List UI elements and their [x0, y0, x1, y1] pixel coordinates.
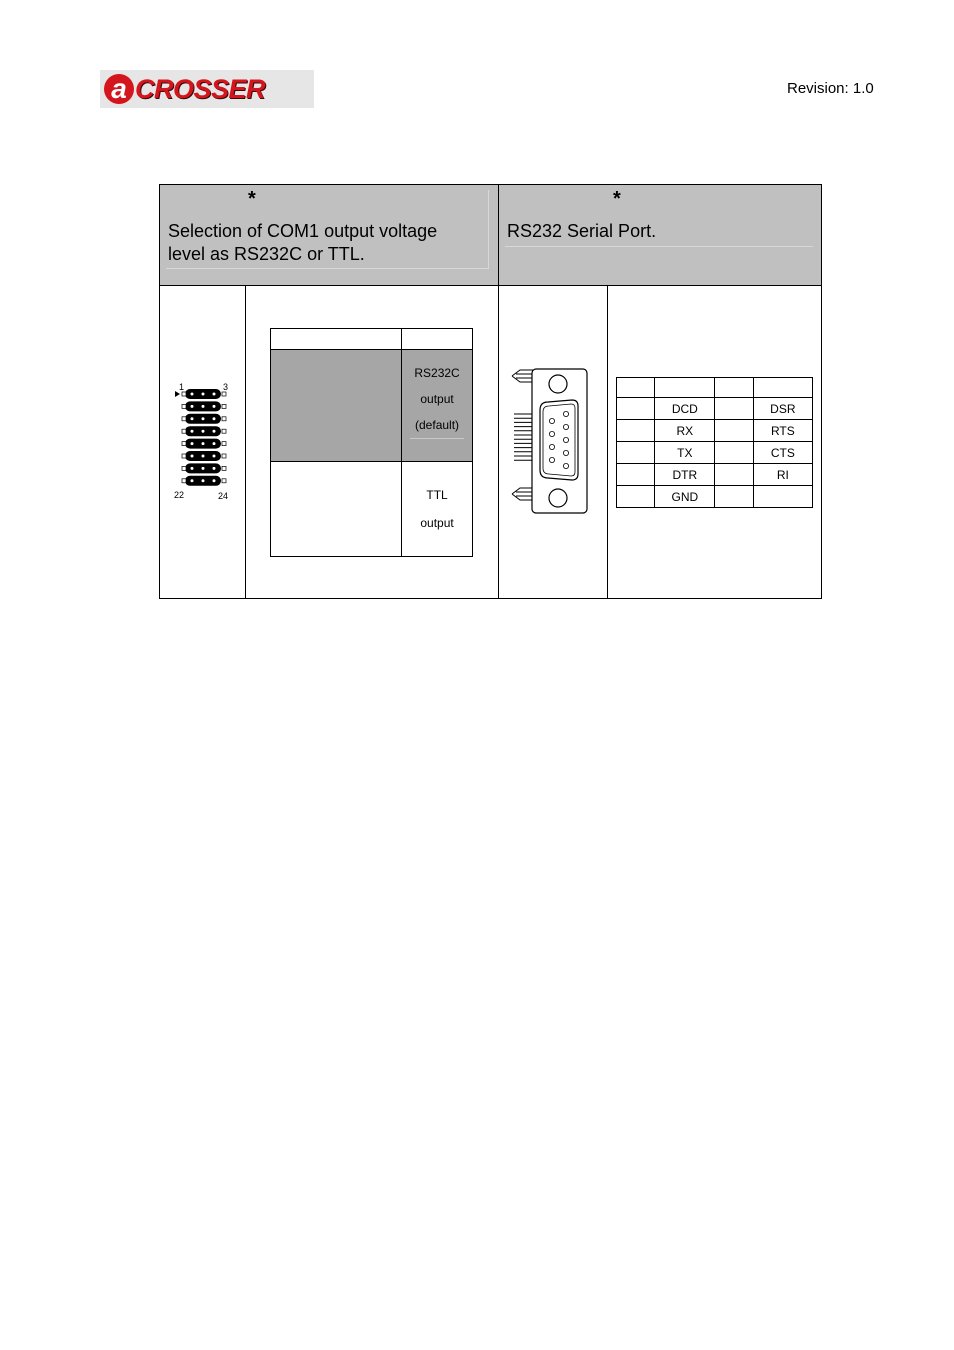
pin-dot: [213, 393, 216, 396]
pin-table-cell: [753, 486, 812, 508]
pin-square: [182, 466, 186, 470]
pin-square: [222, 466, 226, 470]
pin-dot: [191, 467, 194, 470]
pin-square: [222, 392, 226, 396]
connector-pin-hole: [563, 411, 568, 416]
pin-table-cell: [617, 398, 655, 420]
pin-table-row: [617, 398, 813, 420]
pin-header-diagram: [172, 380, 234, 502]
pin-square: [182, 479, 186, 483]
db9-connector-diagram: [506, 366, 592, 516]
connector-pin-hole: [549, 431, 554, 436]
right-star: *: [613, 188, 621, 210]
pin-dot: [202, 417, 205, 420]
pin-table-cell: [617, 442, 655, 464]
pin-table-row: [617, 486, 813, 508]
pin-dot: [202, 442, 205, 445]
rs232c-output-label: output: [420, 392, 454, 406]
revision-label: Revision: 1.0: [787, 80, 874, 97]
header-divider: [160, 285, 821, 286]
pin-square: [222, 442, 226, 446]
connector-pin-hole: [563, 437, 568, 442]
pin-square: [182, 454, 186, 458]
pin-table-row: [617, 464, 813, 486]
pin-dot: [202, 405, 205, 408]
pin-table-cell: [617, 420, 655, 442]
pin-square: [222, 404, 226, 408]
pin-table-cell: TX: [655, 442, 715, 464]
pin-dot: [213, 467, 216, 470]
pin-square: [222, 417, 226, 421]
setting-header-cell: [271, 329, 402, 350]
ttl-label: TTL: [426, 488, 448, 502]
rs232c-default-label: (default): [410, 412, 464, 439]
pin-dot: [213, 430, 216, 433]
pin-dot: [202, 467, 205, 470]
pin-table-cell: [655, 378, 715, 398]
pin-square: [182, 442, 186, 446]
pin-dot: [202, 430, 205, 433]
right-description: RS232 Serial Port.: [507, 221, 657, 241]
logo-mark: a: [104, 74, 134, 104]
pin-table-cell: RTS: [753, 420, 812, 442]
left-body-divider: [245, 286, 246, 598]
pin-label-1: 1: [179, 382, 185, 392]
pin-assignment-table: [616, 377, 813, 508]
pin-table-cell: [715, 442, 753, 464]
pin-table-cell: DSR: [753, 398, 812, 420]
pin-dot: [191, 479, 194, 482]
rs232c-label: RS232C: [414, 366, 460, 380]
pin-label-24: 24: [218, 491, 229, 501]
ttl-setting-cell: [271, 462, 402, 557]
pin-table-cell: RX: [655, 420, 715, 442]
connector-pin-hole: [549, 444, 554, 449]
pin-square: [182, 429, 186, 433]
pin-dot: [202, 393, 205, 396]
connector-pin-hole: [563, 463, 568, 468]
pin-dot: [213, 442, 216, 445]
pin-dot: [191, 405, 194, 408]
pin-table-cell: [715, 420, 753, 442]
pin-table-cell: [617, 464, 655, 486]
pin-dot: [213, 405, 216, 408]
pin-label-3: 3: [223, 382, 229, 392]
pin-square: [182, 404, 186, 408]
connector-pin-hole: [563, 450, 568, 455]
pin-table-cell: CTS: [753, 442, 812, 464]
left-description: Selection of COM1 output voltage level as RS232C or TTL.: [168, 221, 438, 264]
pin-dot: [191, 442, 194, 445]
pin-dot: [202, 455, 205, 458]
function-header-cell: [402, 329, 473, 350]
pin-dot: [213, 479, 216, 482]
rs232c-setting-cell: [271, 350, 402, 462]
pin-square: [222, 479, 226, 483]
pin-table-cell: GND: [655, 486, 715, 508]
pin-table-cell: [617, 486, 655, 508]
pin-square: [222, 429, 226, 433]
left-star: *: [248, 188, 256, 210]
right-body-divider: [607, 286, 608, 598]
ttl-function-cell: [402, 462, 473, 557]
pin-table-row: [617, 420, 813, 442]
pin-dot: [191, 430, 194, 433]
pin-square: [182, 392, 186, 396]
pin-dot: [191, 417, 194, 420]
pin-table-cell: [753, 378, 812, 398]
pin-table-cell: RI: [753, 464, 812, 486]
pin-dot: [191, 393, 194, 396]
jumper-setting-table: [270, 328, 473, 557]
pin-table-cell: [715, 378, 753, 398]
pin-square: [182, 417, 186, 421]
pin-table-cell: DTR: [655, 464, 715, 486]
acrosser-logo: [100, 70, 314, 108]
connector-pin-hole: [549, 418, 554, 423]
pin-dot: [213, 417, 216, 420]
pin-dot: [202, 479, 205, 482]
pin-table-cell: [715, 464, 753, 486]
ttl-output-label: output: [420, 516, 454, 530]
pin-table-cell: [715, 486, 753, 508]
pin-table-cell: [617, 378, 655, 398]
pin-table-cell: DCD: [655, 398, 715, 420]
pin-dot: [213, 455, 216, 458]
pin-dot: [191, 455, 194, 458]
logo-word: CROSSER: [135, 73, 266, 104]
pin-table-row: [617, 442, 813, 464]
pin-table-header-row: [617, 378, 813, 398]
pin-label-22: 22: [174, 490, 185, 500]
pin-square: [222, 454, 226, 458]
pin-table-cell: [715, 398, 753, 420]
middle-divider: [498, 185, 499, 598]
connector-pin-hole: [563, 424, 568, 429]
connector-pin-hole: [549, 457, 554, 462]
rs232c-function-cell: [402, 350, 473, 462]
